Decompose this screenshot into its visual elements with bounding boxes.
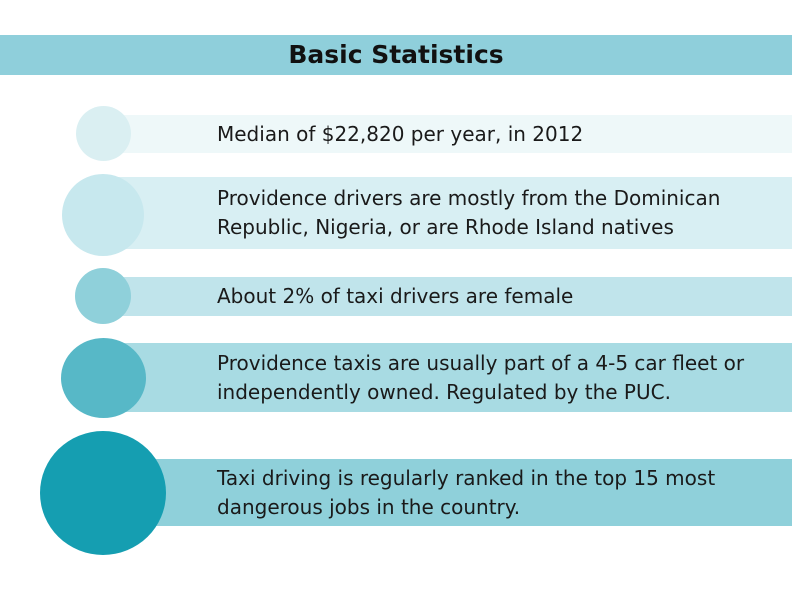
item-circle-4: [61, 338, 146, 418]
item-text-2: Providence drivers are mostly from the Dominican Republic, Nigeria, or are Rhode Island natives: [217, 186, 721, 239]
item-circle-5: [40, 431, 166, 555]
item-text-1: Median of $22,820 per year, in 2012: [217, 121, 584, 146]
item-circle-1: [76, 106, 131, 161]
item-circle-2: [62, 174, 144, 256]
title-bar: [0, 35, 792, 75]
item-text-5: Taxi driving is regularly ranked in the top 15 most dangerous jobs in the country.: [217, 465, 716, 519]
page-title: Basic Statistics: [288, 40, 504, 69]
item-text-4: Providence taxis are usually part of a 4-5 car fleet or independently owned. Regulated by the PUC.: [217, 350, 745, 404]
item-text-3: About 2% of taxi drivers are female: [217, 284, 574, 308]
item-circle-3: [75, 268, 131, 324]
